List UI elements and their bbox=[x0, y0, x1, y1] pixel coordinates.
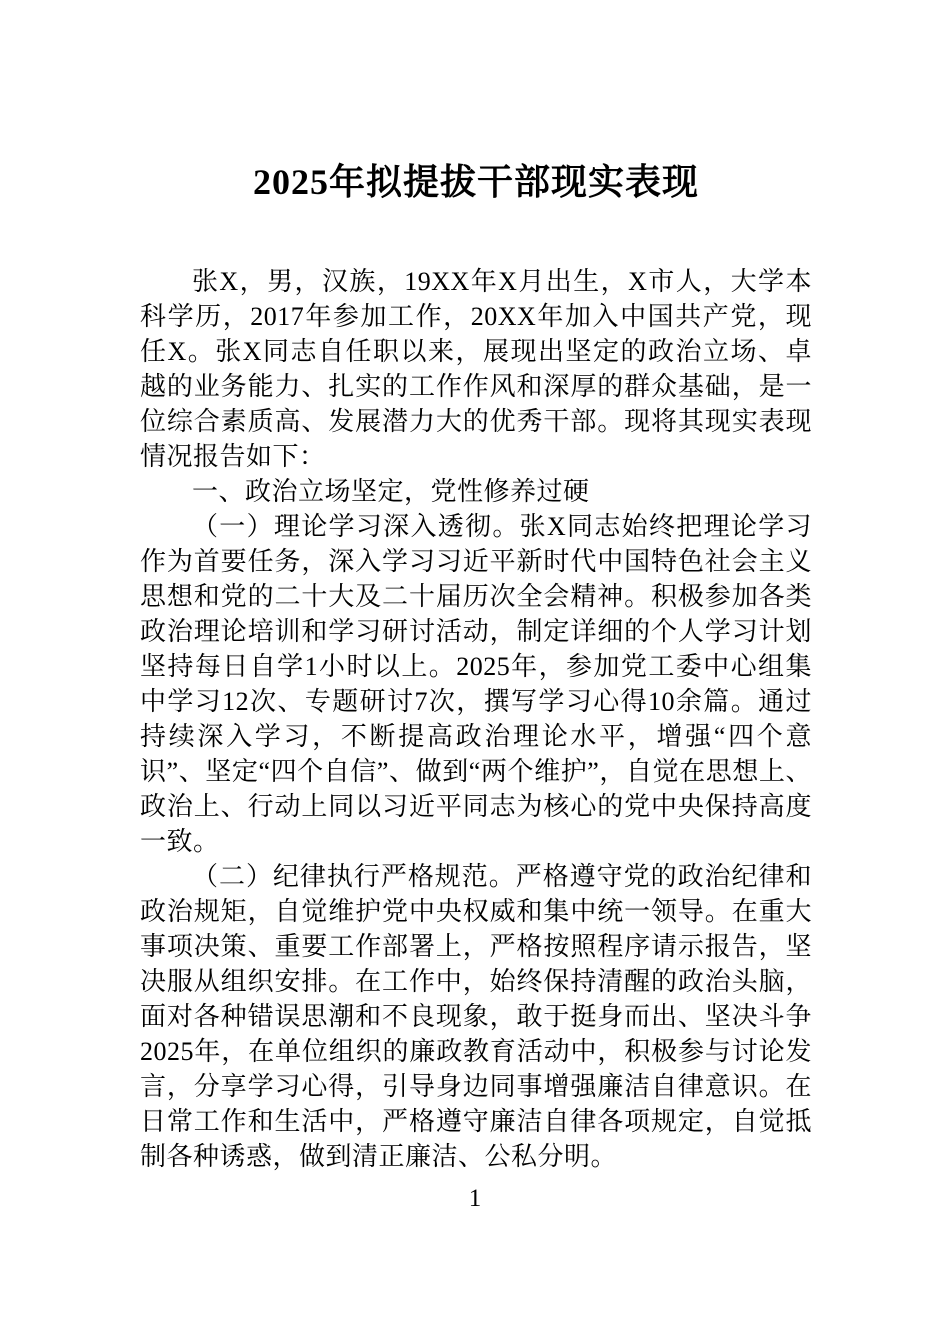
section-heading-political-stance: 一、政治立场坚定，党性修养过硬 bbox=[192, 477, 590, 506]
page-number: 1 bbox=[468, 1185, 482, 1212]
paragraph-intro: 张X，男，汉族，19XX年X月出生，X市人，大学本科学历，2017年参加工作，20XX年加入中国共产党，现任X。张X同志自任职以来，展现出坚定的政治立场、卓越的业务能力、扎实的工作作风和深厚的群众基础，是一位综合素质高、发展潜力大的优秀干部。现将其现实表现情况报告如下： bbox=[140, 267, 812, 471]
document-title: 2025年拟提拔干部现实表现 bbox=[252, 162, 699, 202]
paragraph-theory-study: （一）理论学习深入透彻。张X同志始终把理论学习作为首要任务，深入学习习近平新时代中国特色社会主义思想和党的二十大及二十届历次全会精神。积极参加各类政治理论培训和学习研讨活动，制定详细的个人学习计划坚持每日自学1小时以上。2025年，参加党工委中心组集中学习12次、专题研讨7次，撰写学习心得10余篇。通过持续深入学习，不断提高政治理论水平，增强“四个意识”、坚定“四个自信”、做到“两个维护”，自觉在思想上、政治上、行动上同以习近平同志为核心的党中央保持高度一致。 bbox=[140, 512, 812, 856]
paragraph-discipline: （二）纪律执行严格规范。严格遵守党的政治纪律和政治规矩，自觉维护党中央权威和集中统一领导。在重大事项决策、重要工作部署上，严格按照程序请示报告，坚决服从组织安排。在工作中，始终保持清醒的政治头脑，面对各种错误思潮和不良现象，敢于挺身而出、坚决斗争2025年，在单位组织的廉政教育活动中，积极参与讨论发言，分享学习心得，引导身边同事增强廉洁自律意识。在日常工作和生活中，严格遵守廉洁自律各项规定，自觉抵制各种诱惑，做到清正廉洁、公私分明。 bbox=[140, 862, 812, 1171]
